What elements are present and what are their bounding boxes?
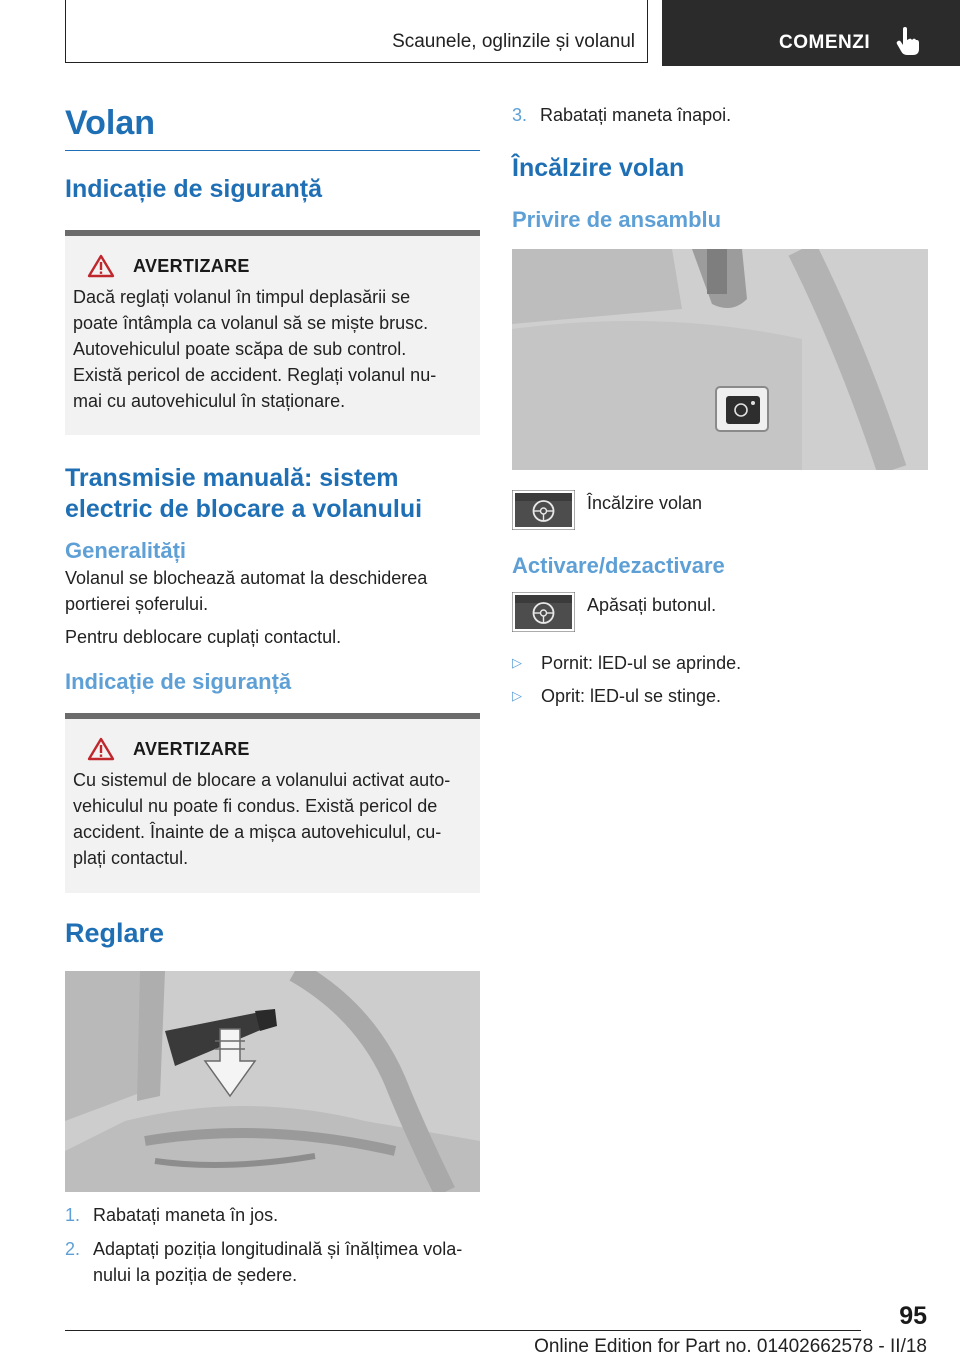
heated-steering-wheel-button-icon[interactable] [512, 592, 575, 632]
page-title: Volan [65, 104, 156, 142]
warning-text-line: accident. Înainte de a mișca autovehiculul, cu- [73, 822, 442, 842]
warning-text-line: Dacă reglați volanul în timpul deplasării se [73, 287, 411, 307]
title-divider [65, 150, 480, 151]
warning-text-line: vehiculul nu poate fi condus. Există pericol de [73, 796, 438, 816]
section-title: Scaunele, oglinzile și volanul [392, 31, 635, 52]
step-number: 2. [65, 1239, 81, 1259]
adjust-steps-list [65, 1202, 480, 1288]
tab-comenzi[interactable] [662, 0, 960, 66]
warning-text-line: plați contactul. [73, 848, 189, 868]
step-number: 1. [65, 1205, 81, 1225]
general-heading: Generalități [65, 538, 187, 563]
warning-text-line: Există pericol de accident. Reglați volanul nu- [73, 365, 437, 385]
right-column [512, 100, 928, 709]
lock-heading-line: Transmisie manuală: sistem [65, 464, 399, 492]
steering-lever-photo [65, 971, 480, 1192]
warning-text-line: poate întâmpla ca volanul să se miște brusc. [73, 313, 429, 333]
tab-comenzi-label: COMENZI [779, 32, 871, 53]
warning-box-2 [65, 713, 480, 893]
general-text-line: portierei șoferului. [65, 594, 209, 614]
list-item [512, 102, 928, 128]
safety-heading-2: Indicație de siguranță [65, 669, 292, 694]
list-item [512, 683, 928, 709]
warning-box-1 [65, 230, 480, 435]
list-item [65, 1202, 480, 1228]
warning-text-line: Autovehiculul poate scăpa de sub control. [73, 339, 407, 359]
heated-steering-wheel-button-icon[interactable] [512, 490, 575, 530]
general-text-line: Volanul se blochează automat la deschiderea [65, 568, 428, 588]
press-button-row [512, 592, 928, 632]
heated-wheel-button-row [512, 490, 928, 530]
list-item [512, 650, 928, 676]
overview-heading: Privire de ansamblu [512, 207, 722, 232]
safety-heading-1: Indicație de siguranță [65, 175, 323, 203]
lock-heading-line: electric de blocare a volanului [65, 495, 423, 523]
warning-text-line: Cu sistemul de blocare a volanului activat auto- [73, 770, 451, 790]
footer-edition: Online Edition for Part no. 01402662578 - II/18 [534, 1336, 927, 1357]
bullet-text: Pornit: lED-ul se aprinde. [541, 653, 742, 673]
warning-label: AVERTIZARE [133, 255, 250, 276]
step-text: Adaptați poziția longitudinală și înălțimea vola- [93, 1239, 463, 1259]
step-text: Rabatați maneta în jos. [93, 1205, 279, 1225]
adjust-heading: Reglare [65, 918, 165, 948]
heated-wheel-button-photo [512, 249, 928, 470]
general-text-2: Pentru deblocare cuplați contactul. [65, 627, 342, 647]
hand-pointer-icon [894, 26, 920, 56]
heat-heading: Încălzire volan [512, 154, 685, 182]
left-column [65, 100, 480, 1288]
step-text: Rabatați maneta înapoi. [540, 105, 732, 125]
status-bullet-list [512, 650, 928, 709]
step-text: nului la poziția de ședere. [93, 1265, 298, 1285]
bullet-triangle-icon: ▷ [512, 688, 522, 703]
list-item [65, 1236, 480, 1288]
page-number: 95 [899, 1302, 927, 1330]
activate-heading: Activare/dezactivare [512, 553, 725, 578]
bullet-triangle-icon: ▷ [512, 655, 522, 670]
bullet-text: Oprit: lED-ul se stinge. [541, 686, 722, 706]
adjust-steps-continued [512, 102, 928, 128]
press-text: Apăsați butonul. [587, 595, 717, 615]
button-caption: Încălzire volan [587, 493, 703, 513]
warning-triangle-icon [87, 254, 115, 278]
footer-divider [65, 1330, 861, 1331]
warning-text-line: mai cu autovehiculul în staționare. [73, 391, 346, 411]
warning-label: AVERTIZARE [133, 738, 250, 759]
step-number: 3. [512, 105, 528, 125]
warning-triangle-icon [87, 737, 115, 761]
header-section-box [65, 0, 648, 63]
